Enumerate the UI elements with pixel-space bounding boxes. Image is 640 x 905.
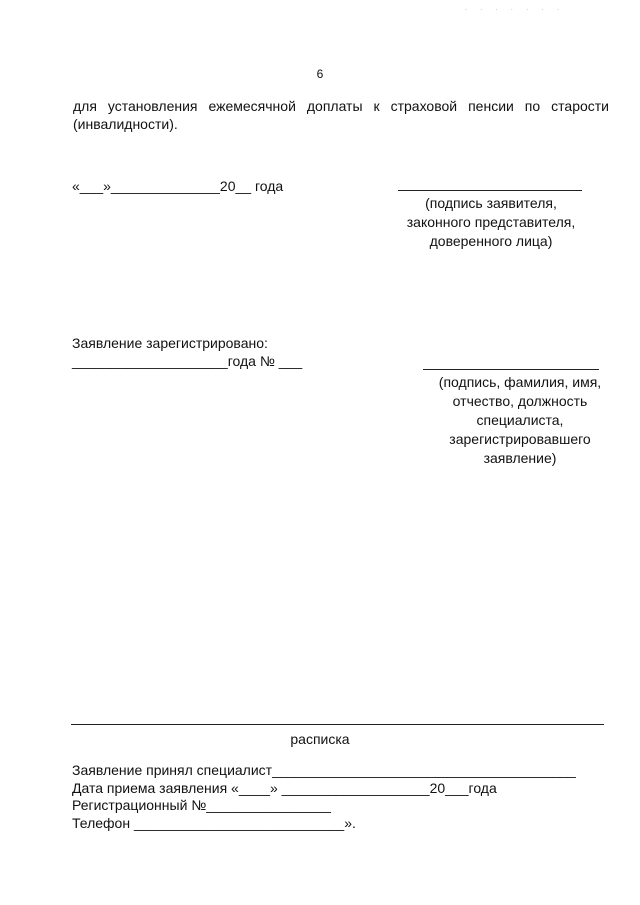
registration-date-line[interactable]: ____________________года № ___	[72, 353, 303, 369]
specialist-signature-caption: (подпись, фамилия, имя, отчество, должность специалиста, зарегистрировавшего заявление)	[438, 374, 602, 466]
receipt-reg-number[interactable]: Регистрационный №________________	[72, 797, 331, 813]
page-number: 6	[316, 67, 324, 81]
receipt-accepted-by-blank[interactable]: _______________________________________	[272, 762, 576, 778]
receipt-date-received[interactable]: Дата приема заявления «____» ___________________20___года	[72, 780, 497, 796]
specialist-signature-line[interactable]	[423, 369, 599, 370]
scan-artifact-top: . . . . . . .	[465, 6, 565, 12]
applicant-date-line[interactable]: «___»______________20__ года	[72, 178, 284, 194]
receipt-accepted-by[interactable]	[72, 762, 576, 779]
applicant-signature-caption: (подпись заявителя, законного представителя, доверенного лица)	[406, 195, 576, 249]
purpose-paragraph: для установления ежемесячной доплаты к страховой пенсии по старости (инвалидности).	[73, 98, 609, 132]
registration-label: Заявление зарегистрировано:	[72, 335, 268, 351]
receipt-title: расписка	[290, 731, 350, 747]
applicant-signature-line[interactable]	[398, 190, 582, 191]
receipt-phone[interactable]: Телефон ___________________________».	[72, 815, 356, 831]
receipt-divider	[71, 724, 604, 725]
receipt-accepted-by-label: Заявление принял специалист	[72, 762, 273, 778]
